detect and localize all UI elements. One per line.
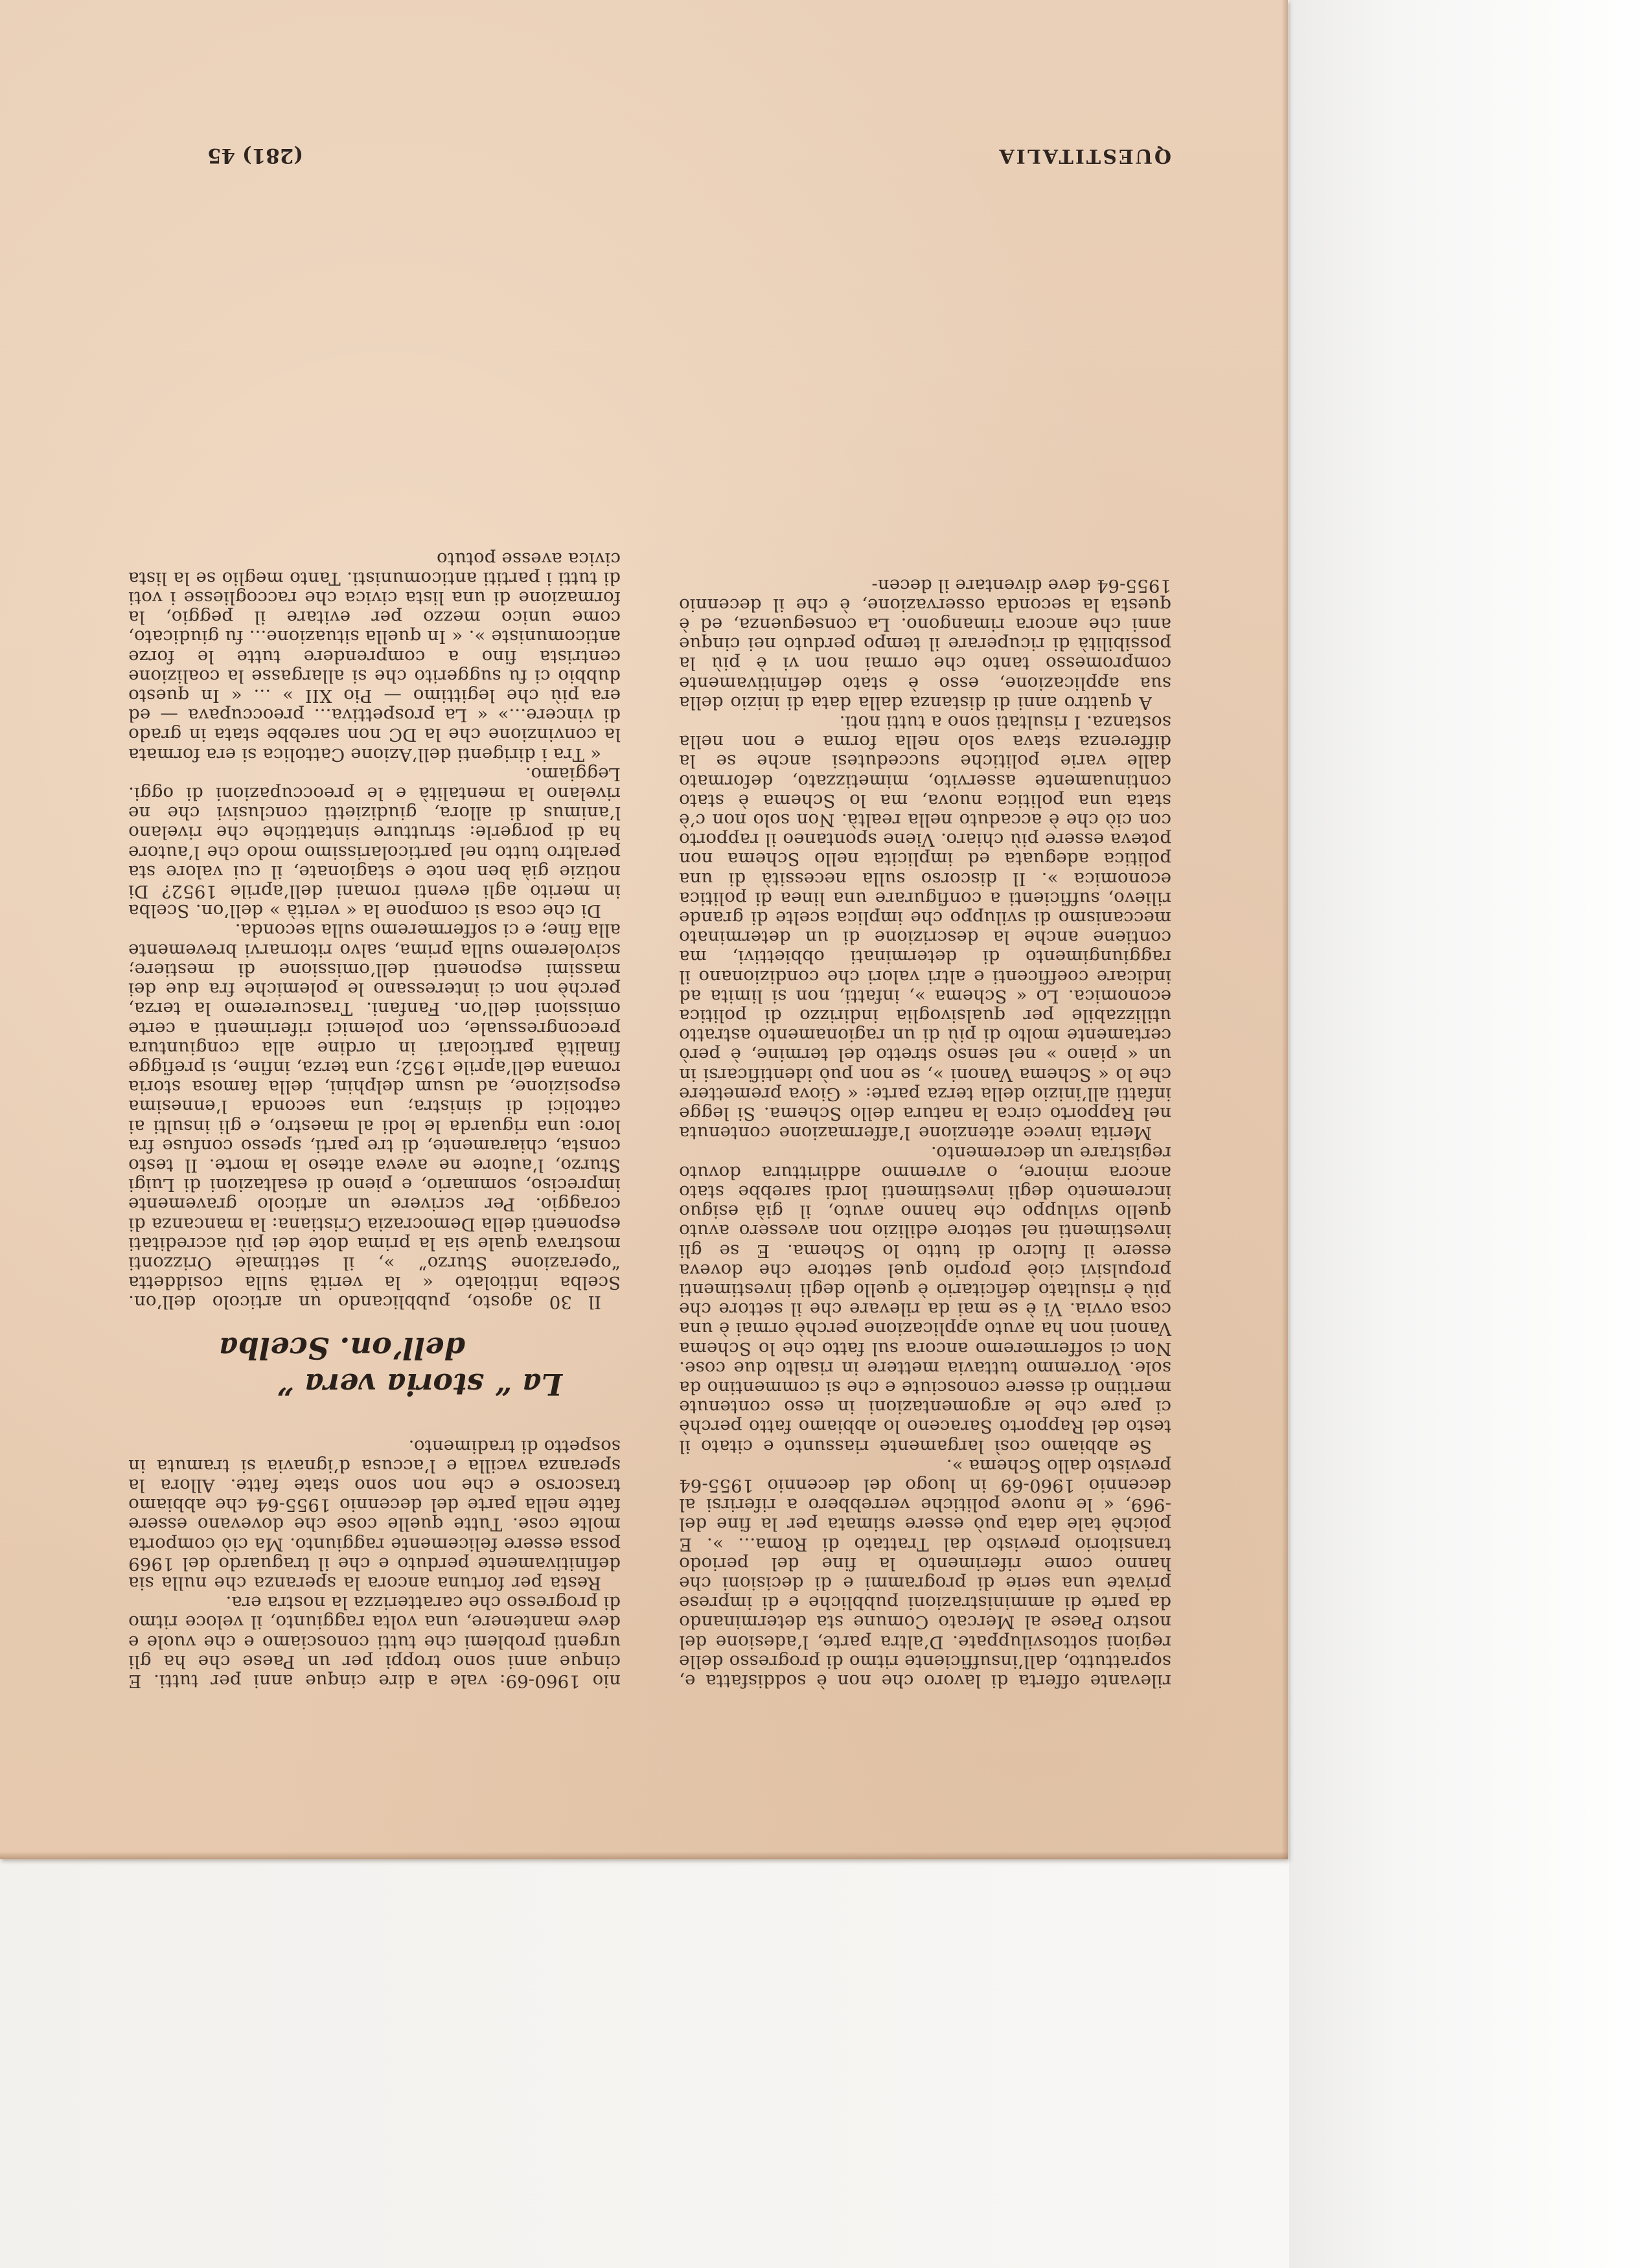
paragraph: A quattro anni di distanza dalla data di inizio della sua applicazione, esso è stato definitivamente compromesso tanto che ormai non vi è più la possibilità di ricuperare il tempo perduto nei cinque anni che ancora rimangono. La conseguenza, ed è questa la seconda osservazione, è che il decennio 1955-64 deve diventare il decen-	[679, 575, 1171, 713]
paragraph: Di che cosa si compone la « verità » dell’on. Scelba in merito agli eventi romani dell’aprile 1952? Di notizie già ben note e stagionate, il cui valore sta peraltro tutto nel particolarissimo modo che l’autore ha di porgerle: strutture sintattiche che rivelano l’animus di allora, giudizietti conclusivi che ne rivelano la mentalità e le preoccupazioni di oggi. Leggiamo.	[128, 763, 621, 922]
article-title-line2: dell’on. Scelba	[218, 1331, 465, 1366]
text-column-right	[128, 549, 621, 1691]
running-header-title: QUESTITALIA	[997, 144, 1171, 167]
paragraph: Resta per fortuna ancora la speranza che nulla sia definitivamente perduto e che il traguardo del 1969 possa essere felicemente raggiunto. Ma ciò comporta molte cose. Tutte quelle cose che dovevano essere fatte nella parte del decennio 1955-64 che abbiamo trascorso e che non sono state fatte. Allora la speranza vacilla e l’accusa d’ignavia si tramuta in sospetto di tradimento.	[128, 1436, 621, 1594]
paragraph: Il 30 agosto, pubblicando un articolo dell’on. Scelba intitolato « la verità sulla cosiddetta “operazione Sturzo” », il settimale Orizzonti mostrava quale sia la prima dote dei più accreditati esponenti della Democrazia Cristiana: la mancanza di coraggio. Per scrivere un articolo gravemente impreciso, sommario, e pieno di esaltazioni di Luigi Sturzo, l’autore ne aveva atteso la morte. Il testo consta, chiaramente, di tre parti, spesso confuse fra loro: una riguarda le lodi al maestro, e gli insulti ai cattolici di sinistra; una seconda l’ennesima esposizione, ad usum delphini, della famosa storia romana dell’aprile 1952; una terza, infine, si prefigge finalità particolari in ordine alla congiuntura precongressuale, con polemici riferimenti a certe omissioni dell’on. Fanfani. Trascureremo la terza, perchè non ci interessano le polemiche fra due dei massimi esponenti dell’omissione di mestiere; scivoleremo sulla prima, salvo ritornarvi brevemente alla fine; e ci soffermeremo sulla seconda.	[128, 920, 621, 1313]
page-number: (281) 45	[207, 144, 303, 167]
paragraph: « Tra i dirigenti dell’Azione Cattolica si era formata la convinzione che la DC non sarebbe stata in grado di vincere...» « La prospettiva... preoccupava — ed era più che legittimo — Pio XII » ... « In questo dubbio ci fu suggerito che si allargasse la coalizione centrista fino a comprendere tutte le forze anticomuniste ». « In quella situazione... fu giudicato, come unico mezzo per evitare il peggio, la formazione di una lista civica che raccogliesse i voti di tutti i partiti anticomunisti. Tanto meglio se la lista civica avesse potuto	[128, 548, 621, 765]
paragraph: Se abbiamo così largamente riassunto e citato il testo del Rapporto Saraceno lo abbiamo fatto perchè ci pare che le argomentazioni in esso contenute meritino di essere conosciute e che si commentino da sole. Vorremmo tuttavia mettere in risalto due cose. Non ci soffermeremo ancora sul fatto che lo Schema Vanoni non ha avuto applicazione perchè ormai è una cosa ovvia. Vi è se mai da rilevare che il settore che più è risultato deficitario è quello degli investimenti propulsivi cioè proprio quel settore che doveva essere il fulcro di tutto lo Schema. E se gli investimenti nel settore edilizio non avessero avuto quello sviluppo che hanno avuto, il già esiguo incremento degli investimenti lordi sarebbe stato ancora minore, o avremmo addirittura dovuto registrare un decremento.	[679, 1142, 1171, 1457]
paragraph: nio 1960-69: vale a dire cinque anni per tutti. E cinque anni sono troppi per un Paese che ha gli urgenti problemi che tutti conosciamo e che vuole e deve mantenere, una volta raggiunto, il veloce ritmo di progresso che caratterizza la nostra era.	[128, 1592, 621, 1691]
paragraph: rilevante offerta di lavoro che non è soddisfatta e, soprattutto, dall’insufficiente ritmo di progresso delle regioni sottosviluppate. D’altra parte, l’adesione del nostro Paese al Mercato Comune sta determinando da parte di amministrazioni pubbliche e di imprese private una serie di programmi e di decisioni che hanno come riferimento la fine del periodo transitorio previsto dal Trattato di Roma... ». E poichè tale data può essere stimata per la fine del -969, « le nuove politiche verrebbero a riferirsi al decennio 1960-69 in luogo del decennio 1955-64 previsto dallo Schema ».	[679, 1455, 1171, 1691]
page-edge-shadow-bottom	[0, 1851, 1288, 1859]
paragraph: Merita invece attenzione l’affermazione contenuta nel Rapporto circa la natura dello Schema. Si legge infatti all’inizio della terza parte: « Giova premettere che lo « Schema Vanoni », se non può identificarsi in un « piano » nel senso stretto del termine, è però certamente molto di più di un ragionamento astratto utilizzabile per qualsivoglia indirizzo di politica economica. Lo « Schema », infatti, non si limita ad indicare coefficenti e altri valori che condizionano il raggiungimento di determinati obbiettivi, ma contiene anche la descrizione di un determinato meccanismo di sviluppo che implica scelte di grande rilievo, sufficienti a configurare una linea di politica economica ». Il discorso sulla necessità di una politica adeguata ed implicita nello Schema non poteva essere più chiaro. Viene spontaneo il rapporto con ciò che è accaduto nella realtà. Non solo non c’è stata una politica nuova, ma lo Schema è stato continuamente asservito, mimetizzato, deformato dalle varie politiche succedutesi anche se la differenza stava solo nella forma e non nella sostanza. I risultati sono a tutti noti.	[679, 712, 1171, 1144]
article-title-line1: La “ storia vera ”	[276, 1367, 562, 1403]
scanner-bed-margin	[1289, 0, 1652, 2268]
page-edge-shadow-right	[1281, 0, 1288, 1859]
article-title	[128, 1330, 621, 1403]
text-column-left	[679, 575, 1171, 1691]
